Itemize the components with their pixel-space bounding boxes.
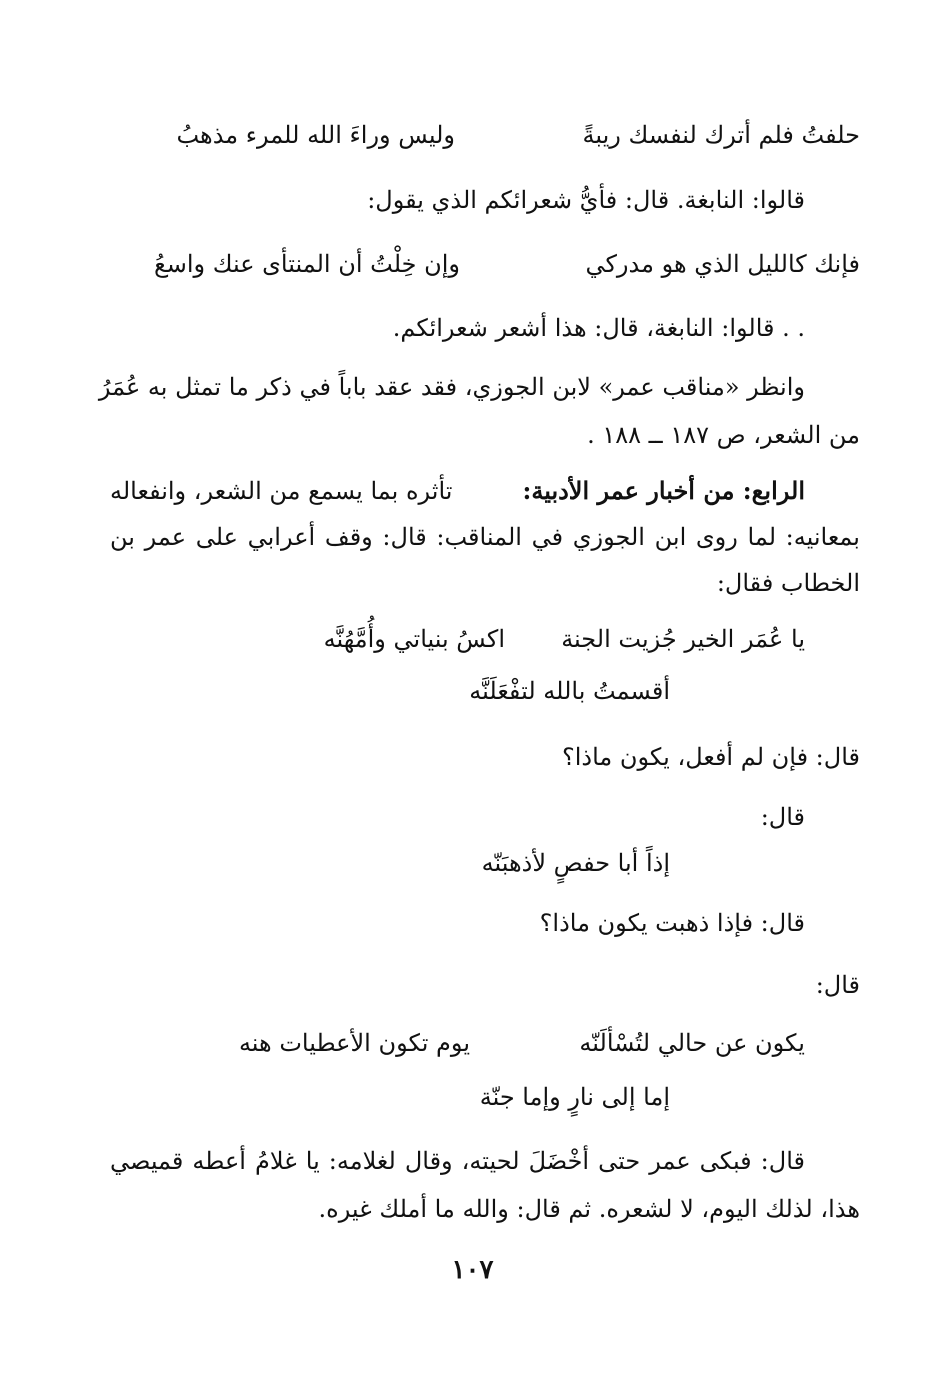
paragraph-6: قال: (760, 803, 805, 831)
paragraph-9-line-2: هذا، لذلك اليوم، لا لشعره. ثم قال: والله ما أملك غيره. (318, 1195, 860, 1223)
paragraph-4-line-1 (110, 474, 805, 508)
page-number: ١٠٧ (451, 1255, 494, 1285)
paragraph-3-line-2: من الشعر، ص ١٨٧ ــ ١٨٨ . (587, 421, 860, 449)
poem5-hemistich-3: إما إلى نارٍ وإما جنّة (479, 1083, 670, 1111)
paragraph-4-line-1-text: تأثره بما يسمع من الشعر، وانفعاله (110, 477, 453, 505)
poem3-hemistich-1: يا عُمَر الخير جُزيت الجنة (561, 625, 805, 653)
paragraph-2: . . قالوا: النابغة، قال: هذا أشعر شعرائكم. (392, 314, 805, 342)
paragraph-3-line-1: وانظر «مناقب عمر» لابن الجوزي، فقد عقد باباً في ذكر ما تمثل به عُمَرُ (98, 373, 805, 401)
poem1-hemistich-2: وليس وراءَ الله للمرء مذهبُ (176, 121, 455, 149)
poem5-hemistich-2: يوم تكون الأعطيات هنه (238, 1029, 470, 1057)
poem2-hemistich-1: فإنك كالليل الذي هو مدركي (585, 250, 860, 278)
poem5-hemistich-1: يكون عن حالي لتُسْألَنّه (579, 1029, 805, 1057)
poem3-hemistich-3: أقسمتُ بالله لتفْعَلَنَّه (469, 677, 670, 705)
paragraph-1: قالوا: النابغة. قال: فأيُّ شعرائكم الذي يقول: (367, 186, 805, 214)
paragraph-5: قال: فإن لم أفعل، يكون ماذا؟ (561, 743, 860, 771)
poem3-hemistich-2: اكسُ بنياتي وأُمَّهُنَّه (323, 625, 505, 653)
paragraph-4-line-3: الخطاب فقال: (716, 569, 860, 597)
poem2-hemistich-2: وإن خِلْتُ أن المنتأى عنك واسعُ (153, 250, 460, 278)
poem1-hemistich-1: حلفتُ فلم أترك لنفسك ريبةً (582, 121, 860, 149)
paragraph-8: قال: (815, 971, 860, 999)
paragraph-7: قال: فإذا ذهبت يكون ماذا؟ (539, 909, 805, 937)
section-heading: الرابع: من أخبار عمر الأدبية: (522, 476, 805, 505)
paragraph-9-line-1: قال: فبكى عمر حتى أخْضَلَ لحيته، وقال لغلامه: يا غلامُ أعطه قميصي (110, 1147, 805, 1175)
paragraph-4-line-2: بمعانيه: لما روى ابن الجوزي في المناقب: قال: وقف أعرابي على عمر بن (110, 523, 860, 551)
poem4-hemistich-1: إذاً أبا حفصٍ لأذهبَنّه (481, 849, 670, 877)
